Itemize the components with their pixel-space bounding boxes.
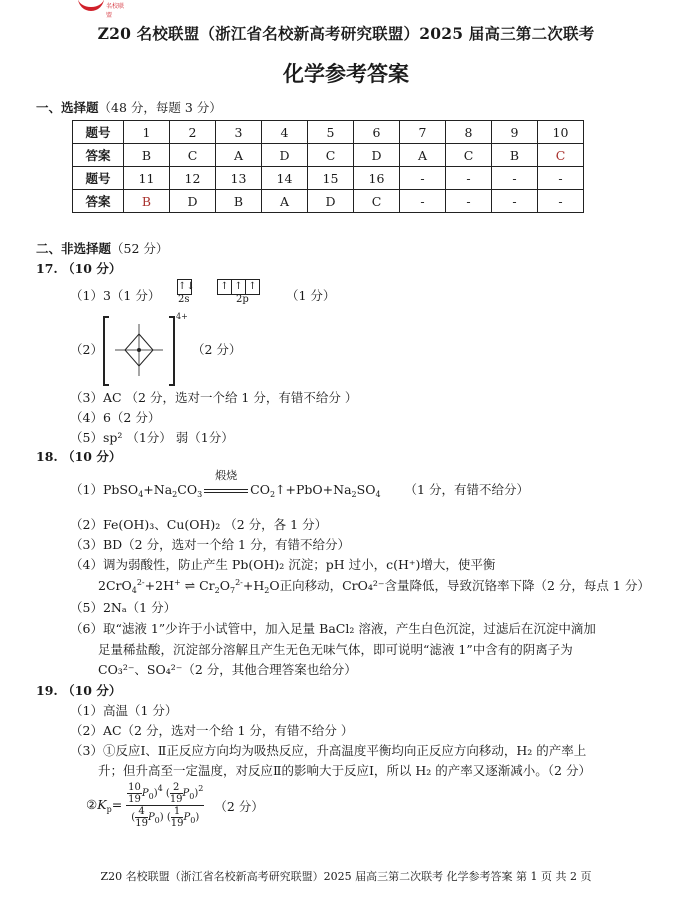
answer-cell: D xyxy=(262,144,308,167)
row-label: 题号 xyxy=(73,167,124,190)
question-number: 13 xyxy=(216,167,262,190)
answer-cell: A xyxy=(400,144,446,167)
q18-part4-line1: （4）调为弱酸性，防止产生 Pb(OH)₂ 沉淀；pH 过小，c(H⁺)增大，使平衡 xyxy=(70,557,496,572)
q18-part5: （5）2Nₐ（1 分） xyxy=(70,600,177,615)
q17-heading: 17. （10 分） xyxy=(36,261,122,276)
question-number: 4 xyxy=(262,121,308,144)
q18-part6-line2: 足量稀盐酸，沉淀部分溶解且产生无色无味气体，即可说明“滤液 1”中含有的阴离子为 xyxy=(98,642,573,657)
kp-fraction: $\frac{10}{19}$ $P_0)^4$ ( $\frac{2}{19}$ $P_0)^2$ ( $\frac{4}{19}$ $P_0$) ( $\frac{1}{19}$ $P_0$) xyxy=(128,782,204,829)
answer-cell: D xyxy=(308,190,354,213)
question-number: - xyxy=(446,167,492,190)
table-row xyxy=(73,190,584,213)
orbital-2p-electron: ↑ xyxy=(232,280,246,294)
answer-cell: C xyxy=(446,144,492,167)
q18-part2: （2）Fe(OH)₃、Cu(OH)₂ （2 分，各 1 分） xyxy=(70,517,328,532)
question-number: 9 xyxy=(492,121,538,144)
q19-part3-line1: （3）①反应Ⅰ、Ⅱ正反应方向均为吸热反应，升高温度平衡均向正反应方向移动，H₂ 的产率上 xyxy=(70,743,587,758)
question-number: 1 xyxy=(124,121,170,144)
answer-cell: C xyxy=(538,144,584,167)
table-row xyxy=(73,121,584,144)
section-nonchoice-heading xyxy=(36,239,168,257)
question-number: 15 xyxy=(308,167,354,190)
table-row xyxy=(73,144,584,167)
question-number: 14 xyxy=(262,167,308,190)
complex-ion-bracket xyxy=(103,316,175,386)
logo-text: 名校联盟 xyxy=(106,3,125,19)
orbital-box-2s xyxy=(177,279,195,295)
q17-part3: （3）AC （2 分，选对一个给 1 分，有错不给分 ） xyxy=(70,390,358,405)
orbital-2p-electron: ↑ xyxy=(218,280,232,294)
equation-products: $CO_2↑+PbO+Na_2SO_4$ xyxy=(250,482,381,499)
q17-part1-prefix: （1）3（1 分） xyxy=(70,288,161,303)
row-label: 题号 xyxy=(73,121,124,144)
q17-part4: （4）6（2 分） xyxy=(70,410,161,425)
reaction-arrow xyxy=(202,469,250,497)
orbital-box-2p xyxy=(217,279,260,295)
q18-part4-explanation: 正向移动，CrO₄²⁻含量降低，导致沉铬率下降（2 分，每点 1 分） xyxy=(279,578,650,593)
section-choice-label: 一、选择题 xyxy=(36,100,99,115)
logo-swoosh xyxy=(78,0,104,11)
answer-cell: A xyxy=(216,144,262,167)
table-row xyxy=(73,167,584,190)
orbital-label-2s: 2s xyxy=(178,294,190,305)
page-title: 化学参考答案 xyxy=(283,62,409,86)
complex-ion-structure-icon xyxy=(105,316,173,386)
section-nonchoice-label: 二、非选择题 xyxy=(36,241,112,256)
answer-cell: B xyxy=(124,144,170,167)
question-number: - xyxy=(538,167,584,190)
question-number: 12 xyxy=(170,167,216,190)
q19-heading: 19. （10 分） xyxy=(36,683,122,698)
answer-cell: - xyxy=(446,190,492,213)
reaction-condition: 煅烧 xyxy=(215,469,238,482)
answer-cell: - xyxy=(538,190,584,213)
kp-expression xyxy=(86,782,264,829)
complex-ion-charge: 4+ xyxy=(176,312,188,321)
answer-cell: - xyxy=(400,190,446,213)
equation-text: $(1)PbSO_4+Na_2CO_3$ xyxy=(70,482,203,499)
section-nonchoice-points: （52 分） xyxy=(111,241,169,256)
answer-cell: D xyxy=(354,144,400,167)
section-choice-heading xyxy=(36,98,222,116)
q17-part1-score: （1 分） xyxy=(286,288,336,303)
question-number: - xyxy=(400,167,446,190)
answer-table xyxy=(72,120,584,213)
q18-part1-equation xyxy=(70,469,529,499)
row-label: 答案 xyxy=(73,144,124,167)
question-number: 5 xyxy=(308,121,354,144)
question-number: 6 xyxy=(354,121,400,144)
answer-cell: B xyxy=(124,190,170,213)
q18-part6-line1: （6）取“滤液 1”少许于小试管中，加入足量 BaCl₂ 溶液，产生白色沉淀，过滤后在沉淀中滴加 xyxy=(70,621,596,636)
answer-cell: - xyxy=(492,190,538,213)
q19-part3-line2: 升；但升高至一定温度，对反应Ⅱ的影响大于反应Ⅰ，所以 H₂ 的产率又逐渐减小。（2 分） xyxy=(98,763,591,778)
section-choice-points: （48 分，每题 3 分） xyxy=(98,100,222,115)
answer-cell: C xyxy=(354,190,400,213)
brand-logo xyxy=(78,0,128,19)
q17-part2-prefix: （2） xyxy=(70,342,103,357)
q19-part2: （2）AC（2 分，选对一个给 1 分，有错不给分 ） xyxy=(70,723,354,738)
question-number: - xyxy=(492,167,538,190)
orbital-label-2p: 2p xyxy=(236,294,249,305)
orbital-2p-electron: ↑ xyxy=(248,281,257,292)
row-label: 答案 xyxy=(73,190,124,213)
q19-kp-score: （2 分） xyxy=(214,798,264,814)
question-number: 16 xyxy=(354,167,400,190)
question-number: 8 xyxy=(446,121,492,144)
question-number: 3 xyxy=(216,121,262,144)
question-number: 7 xyxy=(400,121,446,144)
answer-cell: C xyxy=(170,144,216,167)
q18-part6-line3: CO₃²⁻、SO₄²⁻（2 分，其他合理答案也给分） xyxy=(98,662,357,677)
equilibrium-equation: 2CrO$_4^{2-}$+2H+ ⇌ $Cr_2O_7^{2-}+H_2O$ xyxy=(98,578,280,595)
page-footer: Z20 名校联盟（浙江省名校新高考研究联盟）2025 届高三第二次联考 化学参考答案 第 1 页 共 2 页 xyxy=(100,870,592,883)
exam-header: Z20 名校联盟（浙江省名校新高考研究联盟）2025 届高三第二次联考 xyxy=(97,24,595,43)
answer-cell: C xyxy=(308,144,354,167)
answer-cell: A xyxy=(262,190,308,213)
kp-symbol: $②K_p=$ xyxy=(86,797,123,814)
q17-part2-score: （2 分） xyxy=(192,342,242,357)
answer-cell: D xyxy=(170,190,216,213)
question-number: 10 xyxy=(538,121,584,144)
q18-heading: 18. （10 分） xyxy=(36,449,122,464)
question-number: 11 xyxy=(124,167,170,190)
question-number: 2 xyxy=(170,121,216,144)
q17-part5: （5）sp² （1分） 弱（1分） xyxy=(70,430,234,445)
q19-part1: （1）高温（1 分） xyxy=(70,703,178,718)
q18-part1-score: （1 分，有错不给分） xyxy=(404,482,529,497)
orbital-2s-electrons: ↑↓ xyxy=(178,281,195,292)
q18-part4-line2 xyxy=(98,576,650,595)
answer-cell: B xyxy=(492,144,538,167)
q18-part3: （3）BD（2 分，选对一个给 1 分，有错不给分） xyxy=(70,537,350,552)
answer-cell: B xyxy=(216,190,262,213)
